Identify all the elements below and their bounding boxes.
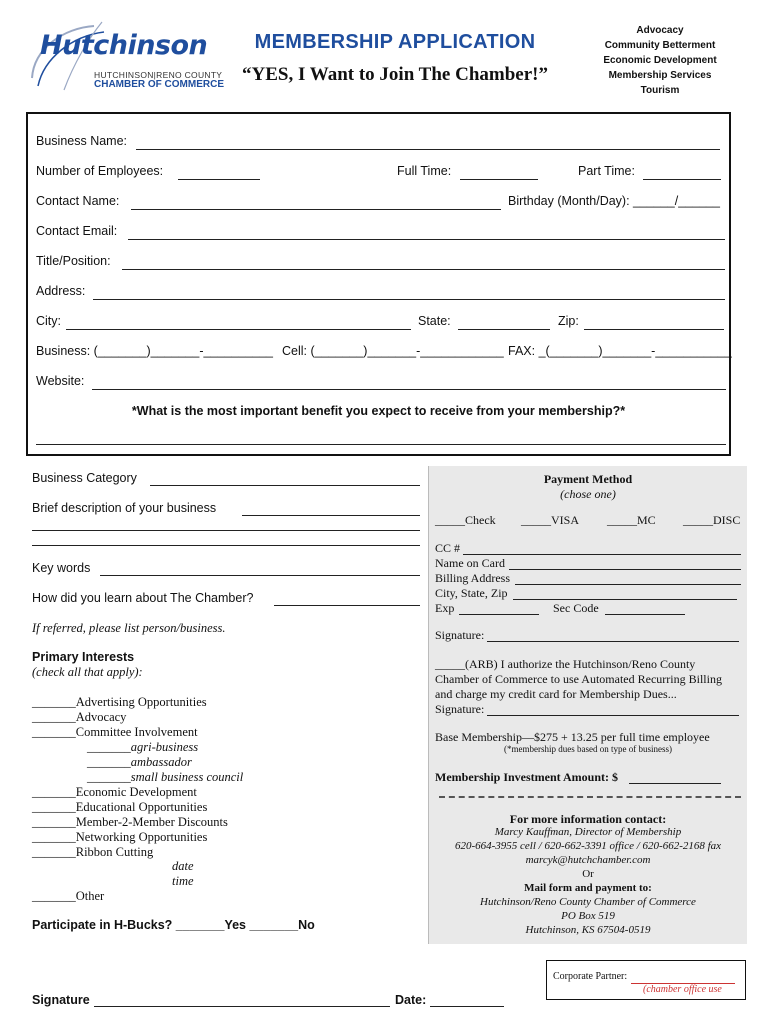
chamber-logo — [24, 18, 224, 108]
page-subtitle: “YES, I Want to Join The Chamber!” — [242, 64, 548, 85]
num-employees-field[interactable] — [178, 179, 260, 180]
investment-amount-label: Membership Investment Amount: $ — [435, 770, 618, 784]
state-label: State: — [418, 314, 451, 328]
contact-name-field[interactable] — [131, 209, 501, 210]
full-time-field[interactable] — [460, 179, 538, 180]
arb-authorize[interactable]: _____(ARB) I authorize the Hutchinson/Reno County — [435, 657, 696, 671]
contact-email-label: Contact Email: — [36, 224, 118, 238]
service-item: Membership Services — [608, 70, 712, 81]
mail-org: Hutchinson/Reno County Chamber of Commerce — [480, 896, 696, 908]
corporate-partner-box — [546, 960, 746, 1000]
office-use-label: (chamber office use — [643, 984, 722, 995]
info-title: For more information contact: — [509, 812, 667, 826]
part-time-field[interactable] — [643, 179, 721, 180]
zip-field[interactable] — [584, 329, 724, 330]
arb-line-3: and charge my credit card for Membership Dues... — [435, 687, 677, 701]
billing-address-label: Billing Address — [435, 571, 511, 585]
exp-label: Exp — [435, 601, 455, 615]
payment-method-title: Payment Method — [543, 472, 633, 486]
or-label: Or — [582, 868, 594, 880]
contact-email-field[interactable] — [128, 239, 725, 240]
business-name-field[interactable] — [136, 149, 720, 150]
interest-other[interactable]: _______Other — [32, 889, 105, 903]
title-position-field[interactable] — [122, 269, 725, 270]
mc-option[interactable]: _____MC — [607, 513, 656, 527]
interest-ribbon-cutting[interactable]: _______Ribbon Cutting — [32, 845, 154, 859]
service-item: Tourism — [640, 85, 680, 96]
brief-description-label: Brief description of your business — [32, 501, 217, 515]
disc-option[interactable]: _____DISC — [683, 513, 741, 527]
check-option[interactable]: _____Check — [435, 513, 496, 527]
brief-description-line-2[interactable] — [32, 530, 420, 531]
zip-label: Zip: — [558, 314, 579, 328]
interest-educational[interactable]: _______Educational Opportunities — [32, 800, 208, 814]
business-category-field[interactable] — [150, 485, 420, 486]
info-name: Marcy Kauffman, Director of Membership — [494, 826, 682, 838]
benefit-answer-field[interactable] — [36, 444, 726, 445]
sec-code-field[interactable] — [605, 614, 685, 615]
date-field[interactable] — [430, 1006, 504, 1007]
service-item: Economic Development — [603, 55, 717, 66]
interest-networking[interactable]: _______Networking Opportunities — [32, 830, 208, 844]
info-phone: 620-664-3955 cell / 620-662-3391 office / 620-662-2168 fax — [454, 840, 722, 852]
visa-option[interactable]: _____VISA — [521, 513, 580, 527]
referred-label: If referred, please list person/business. — [32, 621, 226, 635]
cell-phone-field[interactable]: Cell: (_______)_______-____________ — [282, 344, 504, 358]
investment-amount-field[interactable] — [629, 783, 721, 784]
full-time-label: Full Time: — [397, 164, 452, 178]
logo-subtitle-county: HUTCHINSON|RENO COUNTY — [94, 70, 223, 80]
hbucks-question[interactable]: Participate in H-Bucks? _______Yes _______No — [32, 918, 315, 932]
address-label: Address: — [36, 284, 86, 298]
title-position-label: Title/Position: — [36, 254, 111, 268]
how-learn-field[interactable] — [274, 605, 420, 606]
signature-field[interactable] — [94, 1006, 390, 1007]
service-item: Community Betterment — [604, 40, 716, 51]
city-label: City: — [36, 314, 61, 328]
website-field[interactable] — [92, 389, 726, 390]
exp-field[interactable] — [459, 614, 539, 615]
dues-note: (*membership dues based on type of business) — [504, 744, 672, 754]
birthday-field[interactable]: Birthday (Month/Day): ______/______ — [508, 194, 720, 208]
divider — [439, 796, 741, 798]
signature-label: Signature — [32, 993, 90, 1007]
payment-signature-label: Signature: — [435, 628, 485, 642]
arb-signature-field[interactable] — [487, 715, 739, 716]
brief-description-line-3[interactable] — [32, 545, 420, 546]
website-label: Website: — [36, 374, 85, 388]
contact-name-label: Contact Name: — [36, 194, 120, 208]
address-field[interactable] — [93, 299, 725, 300]
info-email[interactable]: marcyk@hutchchamber.com — [525, 854, 651, 866]
check-all-label: (check all that apply): — [32, 665, 143, 679]
num-employees-label: Number of Employees: — [36, 164, 164, 178]
payment-box — [428, 466, 747, 944]
part-time-label: Part Time: — [578, 164, 635, 178]
mail-po: PO Box 519 — [561, 910, 615, 922]
name-on-card-field[interactable] — [509, 569, 741, 570]
service-item: Advocacy — [636, 25, 684, 36]
chose-one-label: (chose one) — [560, 487, 616, 501]
state-field[interactable] — [458, 329, 550, 330]
key-words-field[interactable] — [100, 575, 420, 576]
interest-ambassador[interactable]: _______ambassador — [87, 755, 192, 769]
cc-label: CC # — [435, 541, 461, 555]
arb-signature-label: Signature: — [435, 702, 485, 716]
arb-line-2: Chamber of Commerce to use Automated Recurring Billing — [435, 672, 722, 686]
city-state-zip-label: City, State, Zip — [435, 586, 508, 600]
base-membership-label: Base Membership—$275 + 13.25 per full time employee — [435, 730, 710, 744]
fax-field[interactable]: FAX: _(_______)_______-___________ — [508, 344, 732, 358]
key-words-label: Key words — [32, 561, 91, 575]
interest-m2m[interactable]: _______Member-2-Member Discounts — [32, 815, 228, 829]
brief-description-field[interactable] — [242, 515, 420, 516]
logo-name: Hutchinson — [40, 30, 208, 61]
interest-agri-business[interactable]: _______agri-business — [87, 740, 199, 754]
corporate-partner-label: Corporate Partner: — [553, 971, 628, 982]
payment-signature-field[interactable] — [487, 641, 739, 642]
business-category-label: Business Category — [32, 471, 137, 485]
date-label: Date: — [395, 993, 427, 1007]
mail-city: Hutchinson, KS 67504-0519 — [525, 924, 651, 936]
page-title: MEMBERSHIP APPLICATION — [254, 31, 536, 53]
mail-title: Mail form and payment to: — [524, 882, 652, 894]
services-list — [590, 23, 730, 98]
interest-small-business[interactable]: _______small business council — [87, 770, 244, 784]
billing-address-field[interactable] — [515, 584, 741, 585]
ribbon-date[interactable]: date — [172, 859, 194, 873]
logo-subtitle-chamber: CHAMBER OF COMMERCE — [94, 79, 224, 90]
city-field[interactable] — [66, 329, 411, 330]
business-name-label: Business Name: — [36, 134, 128, 148]
business-phone-field[interactable]: Business: (_______)_______-__________ — [36, 344, 273, 358]
interest-economic[interactable]: _______Economic Development — [32, 785, 197, 799]
interest-advocacy[interactable]: _______Advocacy — [32, 710, 127, 724]
city-state-zip-field[interactable] — [513, 599, 737, 600]
interest-advertising[interactable]: _______Advertising Opportunities — [32, 695, 207, 709]
ribbon-time[interactable]: time — [172, 874, 194, 888]
cc-field[interactable] — [463, 554, 741, 555]
name-on-card-label: Name on Card — [435, 556, 505, 570]
benefit-question: *What is the most important benefit you expect to receive from your membership?* — [131, 404, 626, 418]
contact-info-box — [26, 112, 731, 456]
sec-code-label: Sec Code — [553, 601, 599, 615]
primary-interests-label: Primary Interests — [32, 650, 135, 664]
how-learn-label: How did you learn about The Chamber? — [32, 591, 254, 605]
interest-committee[interactable]: _______Committee Involvement — [32, 725, 198, 739]
